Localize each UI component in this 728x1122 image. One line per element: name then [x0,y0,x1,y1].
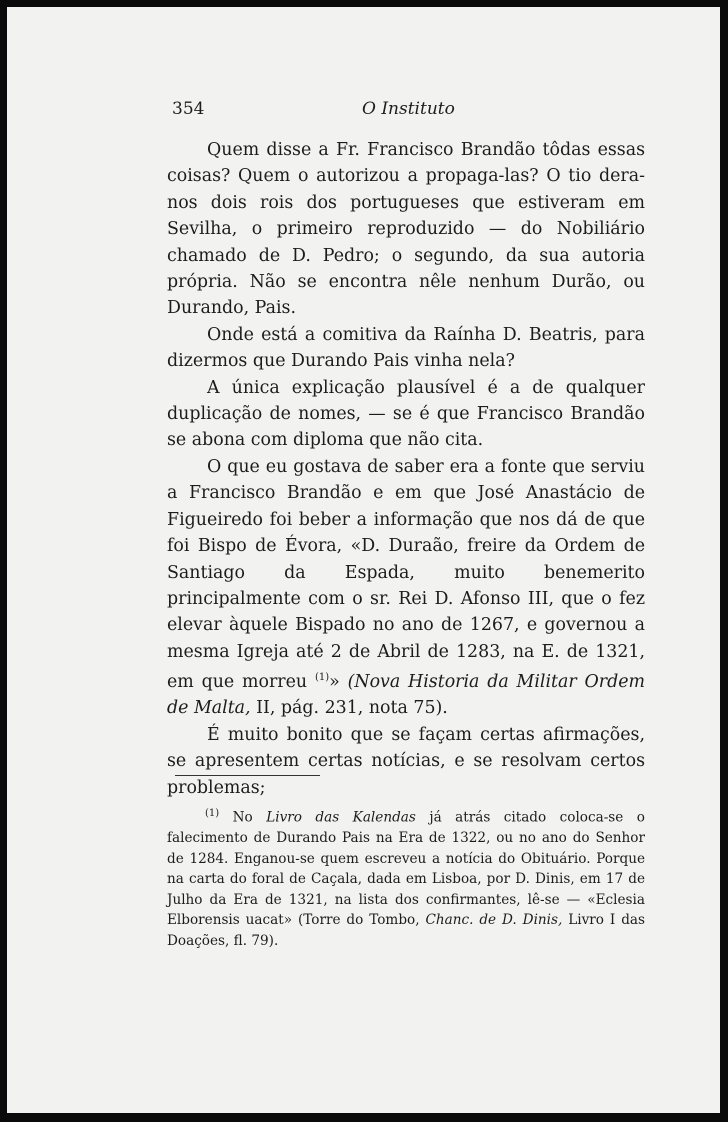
footnote-reference: (1) [314,672,330,684]
footnote-italic-1: Livro das Kalendas [266,809,416,826]
page-number: 354 [172,99,205,119]
running-title: O Instituto [362,99,455,119]
paragraph-4-citation-rest: II, pág. 231, nota 75). [250,698,448,719]
page-header [172,99,647,123]
paragraph-5: É muito bonito que se façam certas afirmações, se apresentem certas notícias, e se resolvam certos problemas; [167,724,645,798]
footnote-text-1: No [219,809,267,826]
paragraph-4-quote-close: » [329,671,348,692]
paragraph-4 [167,454,645,722]
main-text [167,137,645,801]
paragraph-4-citation-title: (Nova Historia da Militar Ordem de Malta, [167,671,646,719]
paragraph-1: Quem disse a Fr. Francisco Brandão tôdas essas coisas? Quem o autorizou a propaga-las? O tio dera-nos dois rois dos portugueses que estiveram em Sevilha, o primeiro reproduzido — do Nobiliário chamado de D. Pedro; o segundo, da sua autoria própria. Não se encontra nêle nenhum Durão, ou Durando, Pais. [167,140,645,319]
footnote-italic-2: Chanc. de D. Dinis, [425,912,563,929]
footnote-marker: (1) [205,808,220,819]
footnote-1 [167,804,645,951]
footnote-text-3: Livro I das Doações, fl. 79). [167,912,645,949]
paragraph-3: A única explicação plausível é a de qualquer duplicação de nomes, — se é que Francisco Brandão se abona com diploma que não cita. [167,377,645,451]
footnotes [167,804,645,951]
footnote-text-2: já atrás citado coloca-se o falecimento de Durando Pais na Era de 1322, ou no ano do Senhor de 1284. Enganou-se quem escreveu a notícia do Obituário. Porque na carta do foral de Caçala, dada em Lisboa, por D. Dinis, em 17 de Julho da Era de 1321, na lista dos confirmantes, lê-se — «Eclesia Elborensis uacat» (Torre do Tombo, [167,809,645,929]
book-page [7,7,720,1113]
footnote-divider [175,775,320,776]
paragraph-4-quote: O que eu gostava de saber era a fonte que serviu a Francisco Brandão e em que José Anastácio de Figueiredo foi beber a informação que nos dá de que foi Bispo de Évora, «D. Duraão, freire da Ordem de Santiago da Espada, muito benemerito principalmente com o sr. Rei D. Afonso III, que o fez elevar àquele Bispado no ano de 1267, e governou a mesma Igreja até 2 de Abril de 1283, na E. de 1321, em que morreu [167,456,645,692]
paragraph-2: Onde está a comitiva da Raínha D. Beatris, para dizermos que Durando Pais vinha nela? [167,324,645,372]
